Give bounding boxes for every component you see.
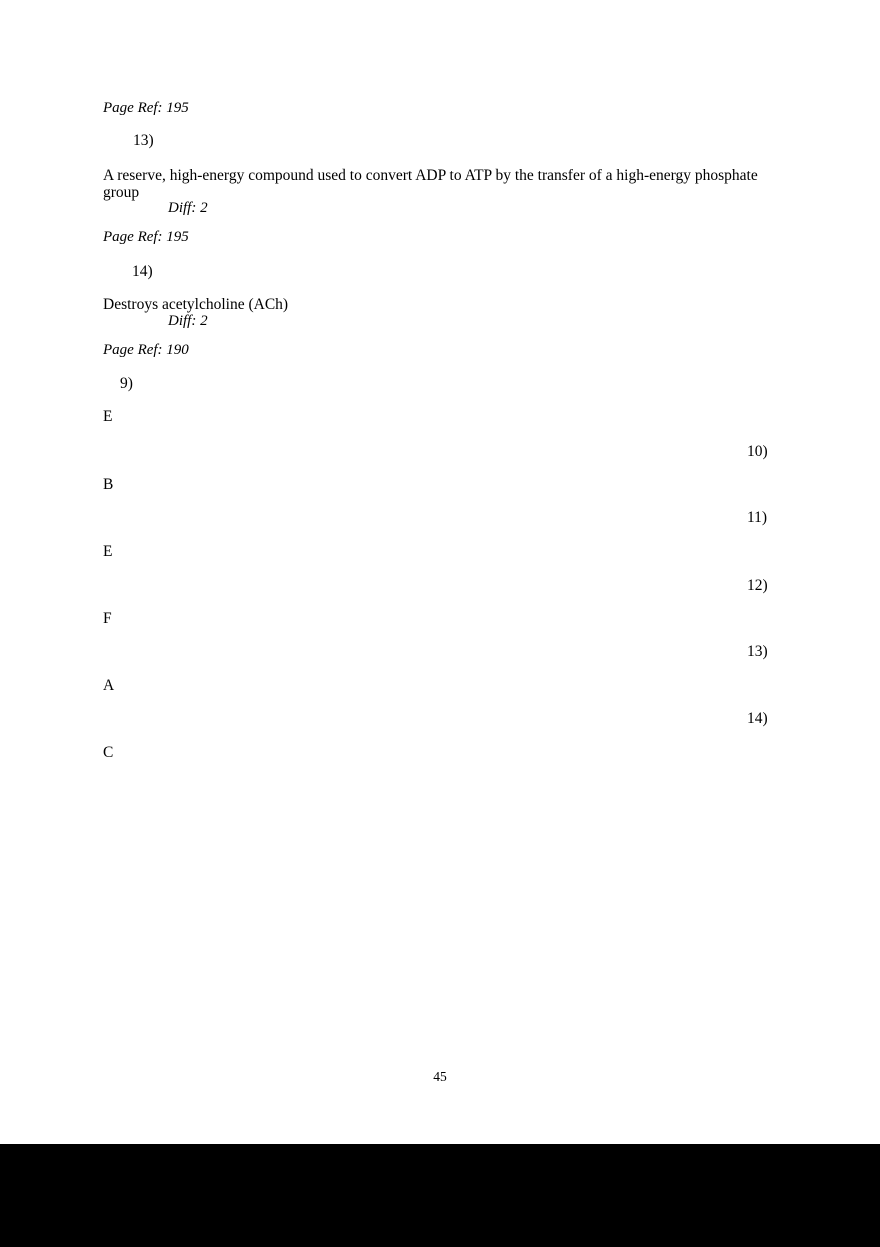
question-number: 13) <box>133 132 154 149</box>
page-ref-text: Page Ref: 190 <box>103 342 189 358</box>
diff-text: Diff: 2 <box>168 313 208 329</box>
answer-letter: E <box>103 543 113 560</box>
page-ref-text: Page Ref: 195 <box>103 100 189 116</box>
question-text: Destroys acetylcholine (ACh) <box>103 296 289 313</box>
answer-number: 13) <box>747 643 768 660</box>
answer-letter: A <box>103 677 115 694</box>
question-text: A reserve, high-energy compound used to convert ADP to ATP by the transfer of a high-energy phosphate group <box>103 167 758 201</box>
answer-letter: B <box>103 476 114 493</box>
page-ref-text: Page Ref: 195 <box>103 229 189 245</box>
answer-letter: C <box>103 744 114 761</box>
answer-number: 11) <box>747 509 768 526</box>
answer-number: 10) <box>747 443 768 460</box>
answer-letter: F <box>103 610 112 627</box>
answer-number: 14) <box>747 710 768 727</box>
answer-number: 9) <box>120 375 133 392</box>
answer-letter: E <box>103 408 113 425</box>
bottom-black-bar <box>0 1144 880 1247</box>
answer-number: 12) <box>747 577 768 594</box>
page-number: 45 <box>433 1069 447 1084</box>
question-number: 14) <box>132 263 153 280</box>
diff-text: Diff: 2 <box>168 200 208 216</box>
